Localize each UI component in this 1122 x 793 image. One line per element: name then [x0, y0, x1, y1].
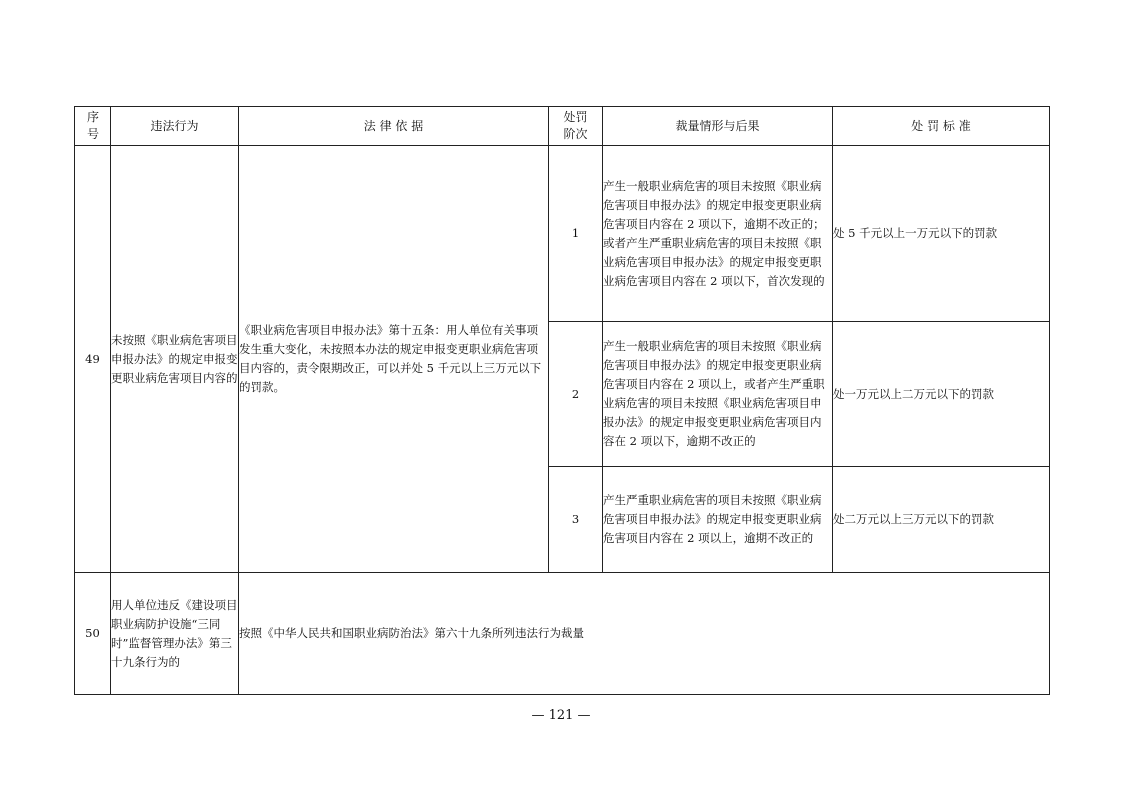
penalty-table	[74, 106, 1050, 695]
header-act: 违法行为	[111, 107, 239, 146]
row49-stage-3: 3	[549, 467, 603, 573]
row49-std-2: 处一万元以上二万元以下的罚款	[833, 322, 1050, 467]
row49-std-3: 处二万元以上三万元以下的罚款	[833, 467, 1050, 573]
row49-std-1: 处 5 千元以上一万元以下的罚款	[833, 146, 1050, 322]
row49-circ-1: 产生一般职业病危害的项目未按照《职业病危害项目申报办法》的规定申报变更职业病危害项目内容在 2 项以下，逾期不改正的；或者产生严重职业病危害的项目未按照《职业病危害项目申报办法》的规定申报变更职业病危害项目内容在 2 项以下，首次发现的	[603, 146, 833, 322]
table-row	[75, 573, 1050, 695]
row49-act: 未按照《职业病危害项目申报办法》的规定申报变更职业病危害项目内容的	[111, 146, 239, 573]
page-number: — 121 —	[531, 708, 591, 723]
header-standard: 处 罚 标 准	[833, 107, 1050, 146]
header-seq: 序号	[75, 107, 111, 146]
row49-stage-1: 1	[549, 146, 603, 322]
header-circumstance: 裁量情形与后果	[603, 107, 833, 146]
row49-stage-2: 2	[549, 322, 603, 467]
header-stage: 处罚阶次	[549, 107, 603, 146]
row50-basis: 按照《中华人民共和国职业病防治法》第六十九条所列违法行为裁量	[239, 573, 1050, 695]
row49-seq: 49	[75, 146, 111, 573]
table-header-row	[75, 107, 1050, 146]
row50-seq: 50	[75, 573, 111, 695]
row50-act: 用人单位违反《建设项目职业病防护设施“三同时”监督管理办法》第三十九条行为的	[111, 573, 239, 695]
header-basis: 法 律 依 据	[239, 107, 549, 146]
row49-circ-3: 产生严重职业病危害的项目未按照《职业病危害项目申报办法》的规定申报变更职业病危害项目内容在 2 项以上，逾期不改正的	[603, 467, 833, 573]
table-row	[75, 146, 1050, 322]
row49-basis: 《职业病危害项目申报办法》第十五条：用人单位有关事项发生重大变化，未按照本办法的规定申报变更职业病危害项目内容的，责令限期改正，可以并处 5 千元以上三万元以下的罚款。	[239, 146, 549, 573]
row49-circ-2: 产生一般职业病危害的项目未按照《职业病危害项目申报办法》的规定申报变更职业病危害项目内容在 2 项以上，或者产生严重职业病危害的项目未按照《职业病危害项目申报办法》的规定申报变更职业病危害项目内容在 2 项以下，逾期不改正的	[603, 322, 833, 467]
